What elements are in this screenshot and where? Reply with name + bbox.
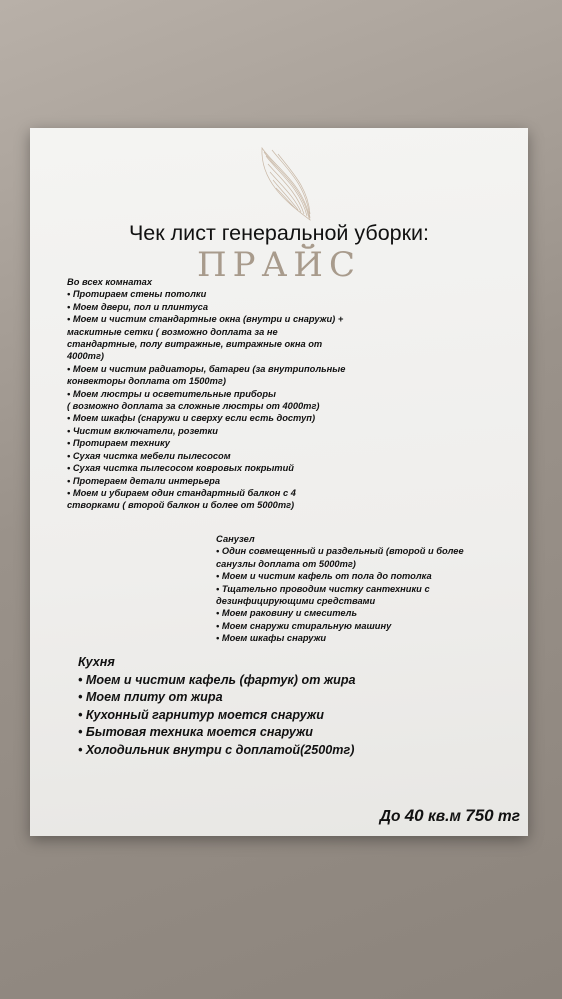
price-unit: кв.м bbox=[423, 808, 466, 825]
rooms-list-item: стандартные, полу витражные, витражные окна от bbox=[67, 339, 323, 350]
rooms-list-item: • Протираем технику bbox=[67, 438, 170, 449]
bathroom-list-item: дезинфицирующими средствами bbox=[216, 596, 376, 607]
rooms-list-item: • Моем и чистим стандартные окна (внутри и снаружи) + bbox=[67, 314, 344, 325]
leaf-icon bbox=[252, 144, 322, 224]
bathroom-list-item: • Один совмещенный и раздельный (второй и более bbox=[216, 546, 464, 557]
price-prefix: До bbox=[379, 808, 405, 825]
rooms-list-item: • Моем люстры и осветительные приборы bbox=[67, 388, 276, 399]
kitchen-heading: Кухня bbox=[78, 655, 115, 669]
page-subtitle: ПРАЙС bbox=[197, 245, 361, 285]
price-currency: тг bbox=[493, 808, 520, 825]
rooms-list-item: • Моем и чистим радиаторы, батареи (за внутрипольные bbox=[67, 363, 346, 374]
rooms-list-item: • Протераем детали интерьера bbox=[67, 475, 221, 486]
kitchen-section bbox=[78, 654, 356, 759]
rooms-list-item: 4000тг) bbox=[67, 351, 105, 362]
bathroom-list-item: • Моем снаружи стиральную машину bbox=[216, 620, 392, 631]
rooms-list-item: • Сухая чистка мебели пылесосом bbox=[67, 450, 231, 461]
kitchen-list-item: • Моем плиту от жира bbox=[78, 690, 223, 704]
rooms-section bbox=[67, 276, 345, 512]
bathroom-list-item: • Моем и чистим кафель от пола до потолка bbox=[216, 571, 432, 582]
bathroom-section bbox=[216, 533, 464, 645]
rooms-list-item: • Моем двери, пол и плинтуса bbox=[67, 301, 209, 312]
price-label bbox=[350, 806, 520, 826]
rooms-list-item: • Моем шкафы (снаружи и сверху если есть доступ) bbox=[67, 413, 316, 424]
bathroom-list-item: • Моем шкафы снаружи bbox=[216, 633, 327, 644]
rooms-list-item: ( возможно доплата за сложные люстры от 4000тг) bbox=[67, 401, 320, 412]
kitchen-list-item: • Бытовая техника моется снаружи bbox=[78, 725, 313, 739]
rooms-list-item: • Моем и убираем один стандартный балкон с 4 bbox=[67, 487, 296, 498]
kitchen-list-item: • Кухонный гарнитур моется снаружи bbox=[78, 707, 324, 722]
kitchen-list-item: • Моем и чистим кафель (фартук) от жира bbox=[78, 672, 356, 687]
bathroom-list-item: • Моем раковину и смеситель bbox=[216, 608, 357, 619]
price-amount: 750 bbox=[465, 806, 494, 825]
rooms-list-item: • Чистим включатели, розетки bbox=[67, 425, 218, 436]
rooms-heading: Во всех комнатах bbox=[67, 277, 152, 287]
page-title: Чек лист генеральной уборки: bbox=[128, 221, 430, 245]
bathroom-heading: Санузел bbox=[216, 534, 255, 544]
rooms-list-item: маскитные сетки ( возможно доплата за не bbox=[67, 326, 278, 337]
kitchen-list-item: • Холодильник внутри с доплатой(2500тг) bbox=[78, 742, 355, 757]
bathroom-list-item: • Тщательно проводим чистку сантехники с bbox=[216, 583, 430, 594]
price-area: 40 bbox=[404, 806, 424, 825]
rooms-list-item: створками ( второй балкон и более от 5000тг) bbox=[67, 500, 295, 511]
price-sheet bbox=[30, 128, 528, 836]
bathroom-list-item: санузлы доплата от 5000тг) bbox=[216, 558, 356, 569]
rooms-list-item: • Сухая чистка пылесосом ковровых покрытий bbox=[67, 463, 294, 474]
rooms-list-item: • Протираем стены потолки bbox=[67, 289, 207, 300]
rooms-list-item: конвекторы доплата от 1500тг) bbox=[67, 376, 226, 387]
